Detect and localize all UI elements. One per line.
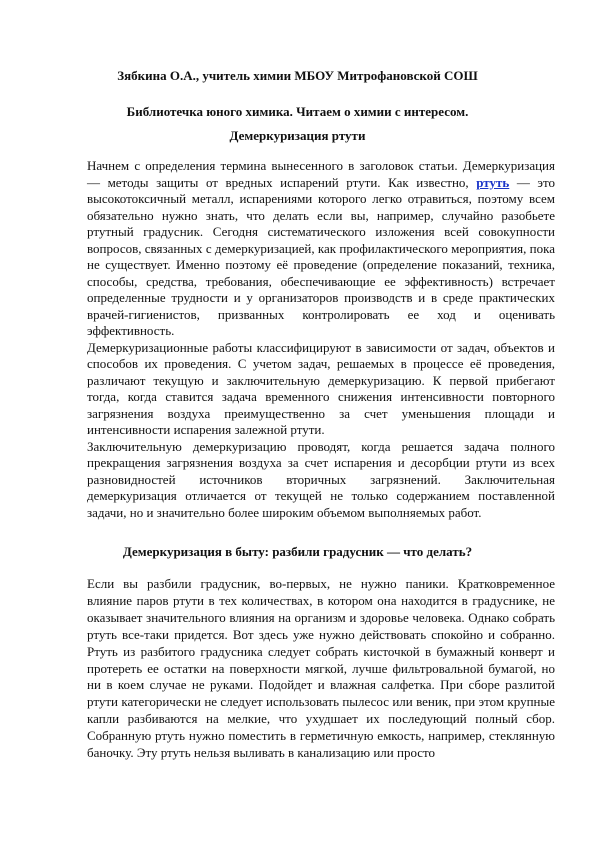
- paragraph-text: — это высокотоксичный металл, испарениями которого легко отравиться, поэтому всем обязательно нужно знать, что делать если вы, например, случайно разобьете ртутный градусник. Сегодня систематического изложения всей совокупности вопросов, связанных с демеркуризацией, как профилактического мероприятия, пока не существует. Именно поэтому её проведение (определение показаний, техника, способы, средства, требования, обеспечивающие ее эффективность) встречает определенные трудности и у организаторов производств и в среде практических врачей-гигиенистов, призванных контролировать ее ход и оценивать эффективность.: [87, 174, 556, 338]
- author-line: Зябкина О.А., учитель химии МБОУ Митрофановской СОШ: [117, 68, 478, 83]
- paragraph-final: Заключительную демеркуризацию проводят, когда решается задача полного прекращения загрязнения воздуха за счет испарения и десорбции ртути из всех разновидностей источников вторичных загрязнений. Заключительная демеркуризация отличается от текущей не только содержанием поставленной задачи, но и значительно более широким объемом выполняемых работ.: [87, 438, 555, 520]
- paragraph-text: Начнем с определения термина вынесенного в заголовок статьи. Демеркуризация — методы защиты от вредных испарений ртути. Как известно,: [87, 158, 555, 190]
- section-intro: [87, 158, 555, 521]
- mercury-link[interactable]: ртуть: [476, 174, 510, 190]
- paragraph-broken-thermometer: Если вы разбили градусник, во-первых, не нужно паники. Кратковременное влияние паров ртути в тех количествах, в котором она находится в градуснике, не оказывает значительного влияния на организм и здоровье человека. Однако собрать ртуть все-таки придется. Вот здесь уже нужно действовать спокойно и собранно. Ртуть из разбитого градусника следует собрать кисточкой в бумажный конверт и протереть ее остатки на поверхности мягкой, лучше фильтровальной бумагой, но ни в коем случае не руками. Подойдет и влажная салфетка. При сборе разлитой ртути категорически не следует использовать пылесос или веник, при этом крупные капли разбиваются на мелкие, что ухудшает их последующий полный сбор. Собранную ртуть нужно поместить в герметичную емкость, например, стеклянную баночку. Эту ртуть нельзя выливать в канализацию или просто: [87, 576, 555, 761]
- library-line: Библиотечка юного химика. Читаем о химии с интересом.: [126, 104, 469, 119]
- paragraph-classification: Демеркуризационные работы классифицируют в зависимости от задач, объектов и способов их проведения. С учетом задач, решаемых в процессе её проведения, различают текущую и заключительную демеркуризацию. К первой прибегают тогда, когда ставится задача временного снижения интенсивности повторного загрязнения воздуха преимущественно за счет уменьшения площади и интенсивности испарения залежной ртути.: [87, 339, 555, 437]
- article-title: Демеркуризация ртути: [229, 128, 366, 143]
- section-household: [87, 576, 555, 762]
- section-heading: Демеркуризация в быту: разбили градусник — что делать?: [122, 544, 473, 559]
- paragraph-definition: [87, 158, 555, 340]
